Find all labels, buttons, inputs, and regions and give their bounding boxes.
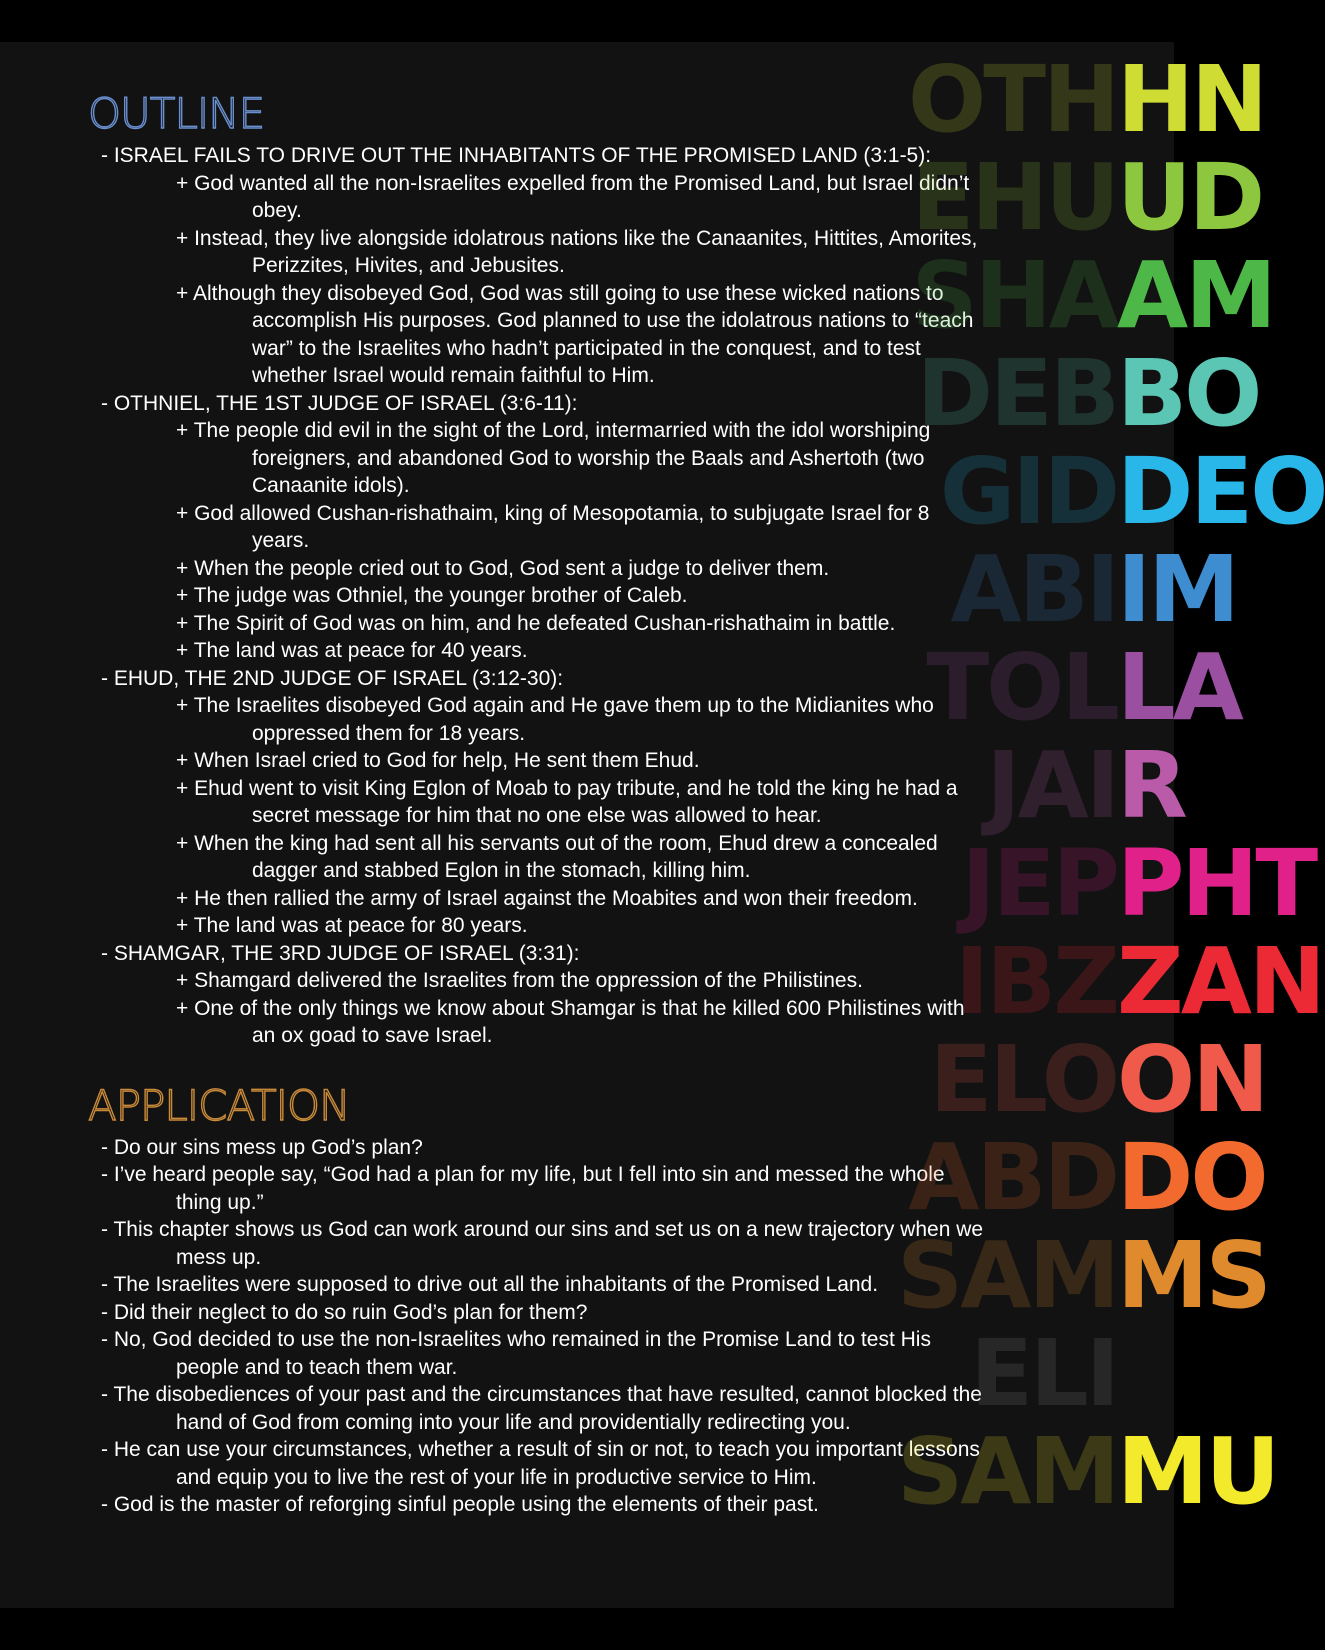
outline-section-heading: - SHAMGAR, THE 3RD JUDGE OF ISRAEL (3:31):	[101, 941, 580, 965]
judge-name-dim: IBZ	[954, 928, 1117, 1035]
outline-bullet: + Instead, they live alongside idolatrous nations like the Canaanites, Hittites, Amorites, Perizzites, Hivites, and Jebusites.	[176, 226, 978, 277]
judge-name-bright: DEO	[1117, 438, 1325, 545]
judge-name-dim: GID	[939, 438, 1117, 545]
main-content	[88, 42, 988, 1519]
judge-name-bright: MS	[1117, 1222, 1269, 1329]
outline-bullet: + When Israel cried to God for help, He sent them Ehud.	[176, 749, 700, 772]
outline-bullet: + God allowed Cushan-rishathaim, king of Mesopotamia, to subjugate Israel for 8 years.	[176, 501, 930, 552]
judge-name-dim: SAM	[896, 1222, 1117, 1329]
outline-bullet: + The Israelites disobeyed God again and He gave them up to the Midianites who oppressed them for 18 years.	[176, 694, 934, 745]
judge-name-dim: SAM	[896, 1418, 1117, 1525]
application-item: - The Israelites were supposed to drive out all the inhabitants of the Promised Land.	[101, 1273, 879, 1296]
judge-name-bright: ON	[1117, 1026, 1267, 1133]
application-item: - God is the master of reforging sinful people using the elements of their past.	[101, 1493, 819, 1516]
judge-name	[986, 732, 1185, 839]
judge-name-bright: BO	[1117, 340, 1260, 447]
judge-name	[950, 536, 1237, 643]
judge-name-bright: DO	[1117, 1124, 1266, 1231]
judge-name-bright: R	[1117, 732, 1185, 839]
judge-name	[916, 340, 1260, 447]
judge-name-dim: DEB	[916, 340, 1117, 447]
judge-name-dim: JAI	[986, 732, 1117, 839]
outline-bullet: + The land was at peace for 80 years.	[176, 914, 528, 937]
judge-name-dim: TOL	[926, 634, 1117, 741]
application-item: - He can use your circumstances, whether a result of sin or not, to teach you important lessons and equip you to live the rest of your life in productive service to Him.	[101, 1438, 980, 1489]
judge-name	[954, 928, 1323, 1035]
judge-name	[926, 634, 1241, 741]
judge-name-dim: ELO	[929, 1026, 1117, 1133]
outline-bullet: + God wanted all the non-Israelites expelled from the Promised Land, but Israel didn’t obey.	[176, 171, 970, 222]
application-item: - This chapter shows us God can work around our sins and set us on a new trajectory when we mess up.	[101, 1218, 984, 1269]
outline-bullet: + One of the only things we know about Shamgar is that he killed 600 Philistines with an ox goad to save Israel.	[176, 996, 965, 1047]
judge-name	[911, 144, 1263, 251]
outline-bullet: + He then rallied the army of Israel against the Moabites and won their freedom.	[176, 886, 918, 910]
judge-name-dim: ELI	[970, 1320, 1117, 1427]
judge-name	[896, 1222, 1269, 1329]
judge-name	[970, 1320, 1117, 1427]
judge-name-bright: HN	[1117, 46, 1265, 153]
judges-name-column	[896, 42, 1325, 1608]
judge-name	[961, 830, 1316, 937]
judge-name	[911, 242, 1274, 349]
outline-list	[88, 142, 988, 1050]
judge-name-bright: LA	[1117, 634, 1241, 741]
outline-bullet: + Shamgard delivered the Israelites from the oppression of the Philistines.	[176, 969, 863, 992]
judge-name	[908, 46, 1265, 153]
application-item: - No, God decided to use the non-Israelites who remained in the Promise Land to test His people and to teach them war.	[101, 1328, 931, 1379]
judge-name-dim: ABI	[950, 536, 1117, 643]
application-item: - Did their neglect to do so ruin God’s plan for them?	[101, 1300, 588, 1324]
judge-name-dim: EHU	[911, 144, 1117, 251]
judge-name-bright: MU	[1117, 1418, 1278, 1525]
judge-name-bright: PHT	[1117, 830, 1316, 937]
judge-name-bright: ZAN	[1117, 928, 1323, 1035]
outline-bullet: + The people did evil in the sight of the Lord, intermarried with the idol worshiping foreigners, and abandoned God to worship the Baals and Ashertoth (two Canaanite idols).	[176, 419, 931, 497]
judge-name-dim: OTH	[908, 46, 1117, 153]
outline-bullet: + Although they disobeyed God, God was still going to use these wicked nations to accomplish His purposes. God planned to use the idolatrous nations to “teach war” to the Israelites who hadn’t participated in the conquest, and to test whether Israel would remain faithful to Him.	[176, 281, 974, 387]
judge-name-bright: UD	[1117, 144, 1263, 251]
judge-name-dim: SHA	[911, 242, 1117, 349]
judge-name-bright: AM	[1117, 242, 1274, 349]
outline-section-heading: - ISRAEL FAILS TO DRIVE OUT THE INHABITANTS OF THE PROMISED LAND (3:1-5):	[101, 144, 932, 167]
outline-bullet: + The Spirit of God was on him, and he defeated Cushan-rishathaim in battle.	[176, 611, 896, 635]
application-item: - Do our sins mess up God’s plan?	[101, 1135, 423, 1159]
judge-name	[908, 1124, 1266, 1231]
judge-name-dim: ABD	[908, 1124, 1117, 1231]
judge-name	[939, 438, 1325, 545]
outline-section-heading: - OTHNIEL, THE 1ST JUDGE OF ISRAEL (3:6-11):	[101, 391, 578, 415]
judge-name-bright: IM	[1117, 536, 1237, 643]
outline-bullet: + When the king had sent all his servants out of the room, Ehud drew a concealed dagger and stabbed Eglon in the stomach, killing him.	[176, 831, 938, 882]
outline-bullet: + The land was at peace for 40 years.	[176, 639, 528, 662]
outline-bullet: + When the people cried out to God, God sent a judge to deliver them.	[176, 556, 830, 580]
application-heading: APPLICATION	[88, 1080, 350, 1130]
application-list	[88, 1134, 988, 1519]
judge-name	[896, 1418, 1278, 1525]
judge-name-dim: JEP	[961, 830, 1117, 937]
application-item: - The disobediences of your past and the circumstances that have resulted, cannot blocked the hand of God from coming into your life and providentially redirecting you.	[101, 1383, 982, 1434]
outline-heading: OUTLINE	[88, 89, 265, 138]
outline-section-heading: - EHUD, THE 2ND JUDGE OF ISRAEL (3:12-30):	[101, 666, 564, 690]
outline-bullet: + Ehud went to visit King Eglon of Moab to pay tribute, and he told the king he had a secret message for him that no one else was allowed to hear.	[176, 776, 958, 827]
application-item: - I’ve heard people say, “God had a plan for my life, but I fell into sin and messed the whole thing up.”	[101, 1163, 945, 1214]
outline-bullet: + The judge was Othniel, the younger brother of Caleb.	[176, 584, 688, 607]
judge-name	[929, 1026, 1267, 1133]
